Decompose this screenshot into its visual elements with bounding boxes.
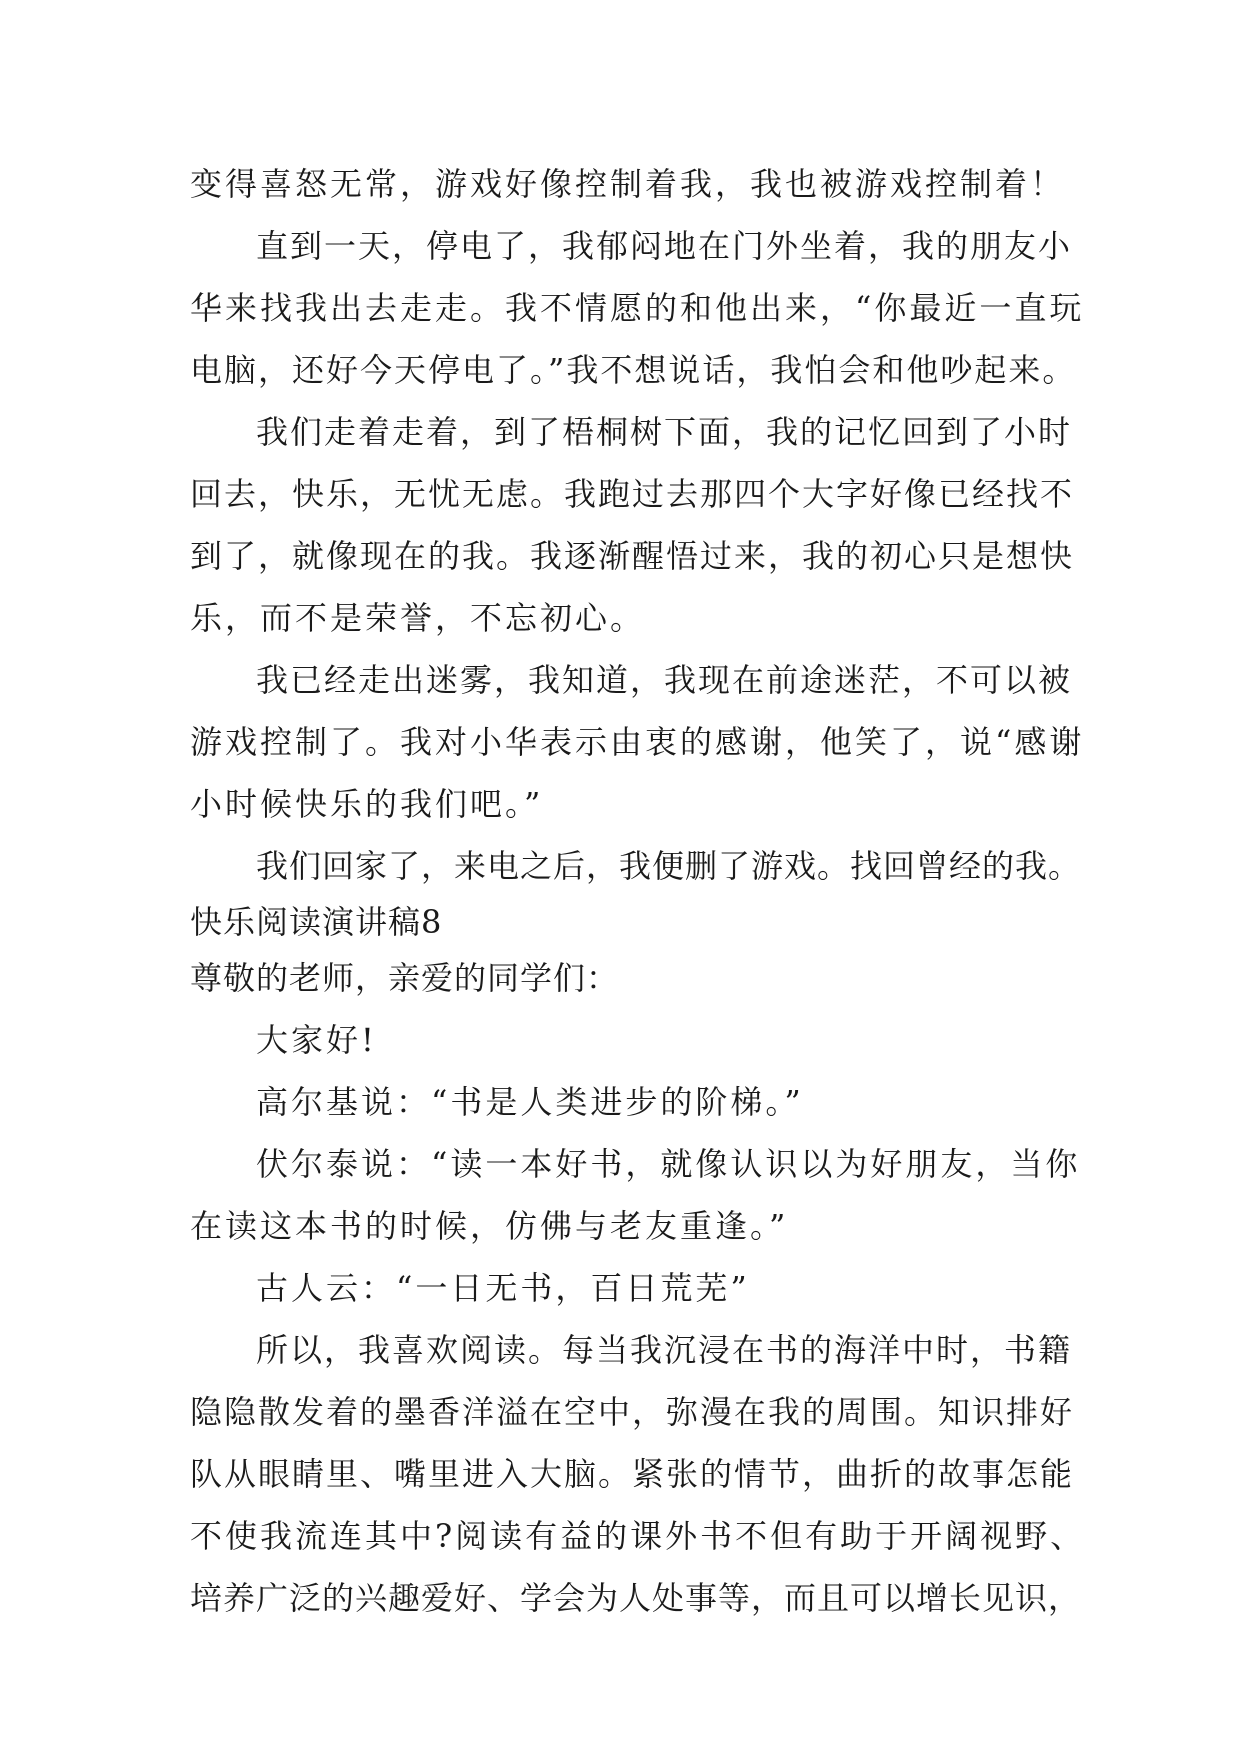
section-heading: 快乐阅读演讲稿8 (190, 903, 443, 941)
paragraph-line-22: 队从眼睛里、嘴里进入大脑。紧张的情节，曲折的故事怎能 (190, 1455, 1075, 1493)
paragraph-line-7: 到了，就像现在的我。我逐渐醒悟过来，我的初心只是想快 (190, 537, 1075, 575)
paragraph-line-17: 伏尔泰说：“读一本好书，就像认识以为好朋友，当你 (256, 1145, 1081, 1183)
paragraph-line-4: 电脑，还好今天停电了。”我不想说话，我怕会和他吵起来。 (190, 351, 1077, 389)
paragraph-line-11: 小时候快乐的我们吧。” (190, 785, 544, 823)
paragraph-line-20: 所以，我喜欢阅读。每当我沉浸在书的海洋中时，书籍 (256, 1331, 1073, 1369)
paragraph-line-18: 在读这本书的时候，仿佛与老友重逢。” (190, 1207, 789, 1245)
paragraph-line-24: 培养广泛的兴趣爱好、学会为人处事等，而且可以增长见识， (190, 1579, 1082, 1617)
paragraph-line-3: 华来找我出去走走。我不情愿的和他出来，“你最近一直玩 (190, 289, 1085, 327)
paragraph-line-21: 隐隐散发着的墨香洋溢在空中，弥漫在我的周围。知识排好 (190, 1393, 1075, 1431)
paragraph-line-5: 我们走着走着，到了梧桐树下面，我的记忆回到了小时 (256, 413, 1073, 451)
paragraph-line-6: 回去，快乐，无忧无虑。我跑过去那四个大字好像已经找不 (190, 475, 1075, 513)
paragraph-line-12: 我们回家了，来电之后，我便删了游戏。找回曾经的我。 (256, 847, 1082, 885)
paragraph-line-8: 乐，而不是荣誉，不忘初心。 (190, 599, 646, 637)
paragraph-line-2: 直到一天，停电了，我郁闷地在门外坐着，我的朋友小 (256, 227, 1073, 265)
paragraph-line-23: 不使我流连其中?阅读有益的课外书不但有助于开阔视野、 (190, 1517, 1086, 1555)
paragraph-line-16: 高尔基说：“书是人类进步的阶梯。” (256, 1083, 804, 1121)
salutation-line: 尊敬的老师，亲爱的同学们： (190, 959, 620, 997)
paragraph-line-10: 游戏控制了。我对小华表示由衷的感谢，他笑了，说“感谢 (190, 723, 1085, 761)
paragraph-line-1: 变得喜怒无常，游戏好像控制着我，我也被游戏控制着！ (190, 165, 1066, 203)
paragraph-line-19: 古人云：“一日无书，百日荒芜” (256, 1269, 750, 1307)
paragraph-line-15: 大家好! (256, 1021, 377, 1059)
paragraph-line-9: 我已经走出迷雾，我知道，我现在前途迷茫，不可以被 (256, 661, 1073, 699)
